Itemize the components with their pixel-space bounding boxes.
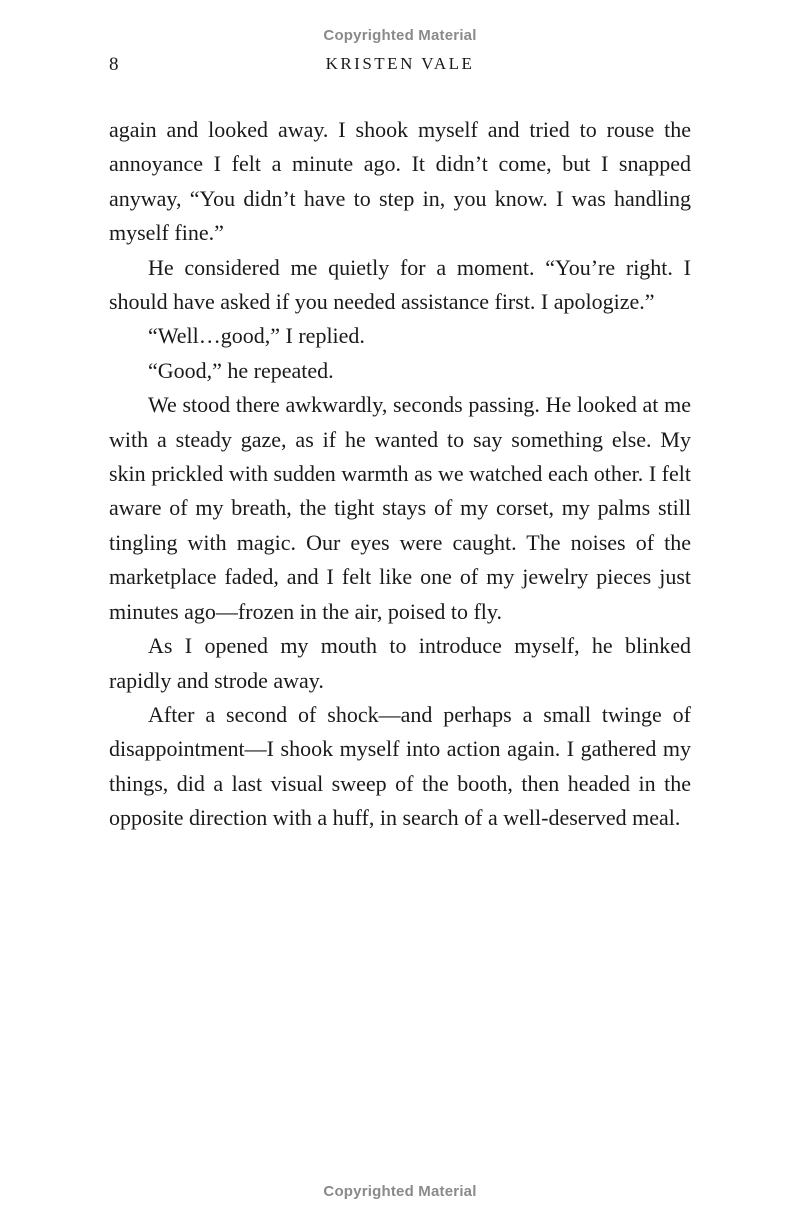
paragraph: After a second of shock—and perhaps a small twinge of disappointment—I shook myself into action again. I gathered my things, did a last visual sweep of the booth, then headed in the opposite direction with a huff, in search of a well-deserved meal.	[109, 701, 691, 831]
page-number: 8	[109, 54, 119, 75]
paragraph: As I opened my mouth to introduce myself, he blinked rapidly and strode away.	[109, 633, 691, 693]
running-head	[109, 54, 691, 78]
body-text	[109, 113, 691, 836]
paragraph: We stood there awkwardly, seconds passing. He looked at me with a steady gaze, as if he wanted to say something else. My skin prickled with sudden warmth as we watched each other. I felt aware of my breath, the tight stays of my corset, my palms still tingling with magic. Our eyes were caught. The noises of the marketplace faded, and I felt like one of my jewelry pieces just minutes ago—frozen in the air, poised to fly.	[109, 392, 691, 624]
paragraph: He considered me quietly for a moment. “You’re right. I should have asked if you needed assistance first. I apologize.”	[109, 254, 691, 315]
paragraph: “Well…good,” I replied.	[148, 323, 365, 349]
copyright-watermark-bottom: Copyrighted Material	[323, 1183, 477, 1200]
copyright-watermark-top: Copyrighted Material	[323, 27, 477, 44]
paragraph: “Good,” he repeated.	[148, 357, 334, 383]
paragraph: again and looked away. I shook myself and tried to rouse the annoyance I felt a minute ago. It didn’t come, but I snapped anyway, “You didn’t have to step in, you know. I was handling myself fine.”	[109, 117, 691, 246]
author-name: KRISTEN VALE	[325, 54, 475, 73]
